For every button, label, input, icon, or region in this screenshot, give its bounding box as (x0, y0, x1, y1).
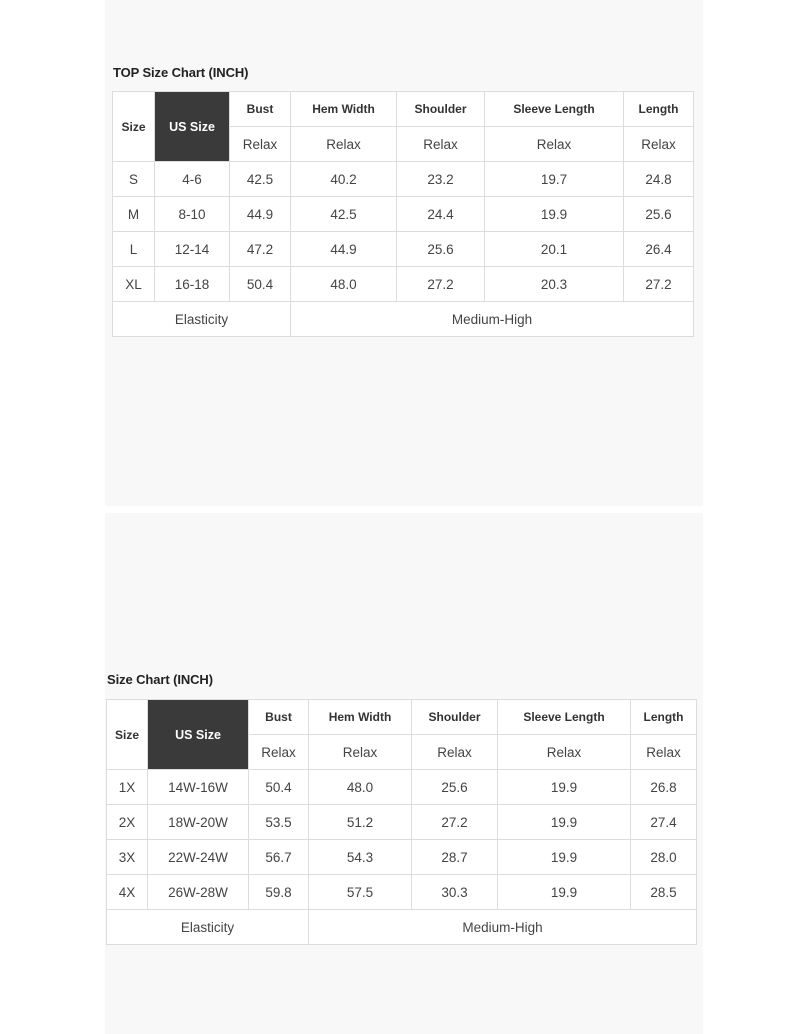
us-size-cell: 16-18 (155, 267, 230, 302)
us-size-cell: 12-14 (155, 232, 230, 267)
sleeve-length-cell: 19.9 (498, 770, 631, 805)
length-cell: 24.8 (624, 162, 694, 197)
top-size-table (112, 91, 694, 337)
fit-cell: Relax (412, 735, 498, 770)
length-cell: 28.0 (631, 840, 697, 875)
length-column-header: Length (624, 92, 694, 127)
bust-cell: 53.5 (249, 805, 309, 840)
hem-width-cell: 51.2 (309, 805, 412, 840)
shoulder-column-header: Shoulder (412, 700, 498, 735)
length-cell: 27.2 (624, 267, 694, 302)
hem-width-column-header: Hem Width (309, 700, 412, 735)
hem-width-cell: 54.3 (309, 840, 412, 875)
bust-cell: 50.4 (230, 267, 291, 302)
table-header-row (113, 92, 694, 127)
fit-cell: Relax (624, 127, 694, 162)
hem-width-column-header: Hem Width (291, 92, 397, 127)
hem-width-cell: 40.2 (291, 162, 397, 197)
fit-cell: Relax (498, 735, 631, 770)
top-size-chart (112, 64, 693, 337)
size-cell: L (113, 232, 155, 267)
bust-cell: 50.4 (249, 770, 309, 805)
sleeve-length-cell: 19.9 (498, 805, 631, 840)
elasticity-label: Elasticity (107, 910, 309, 945)
table-row (107, 770, 697, 805)
hem-width-cell: 48.0 (309, 770, 412, 805)
size-cell: S (113, 162, 155, 197)
fit-cell: Relax (397, 127, 485, 162)
sleeve-length-cell: 19.9 (498, 875, 631, 910)
table-row (107, 840, 697, 875)
elasticity-value: Medium-High (291, 302, 694, 337)
size-cell: M (113, 197, 155, 232)
table-row (107, 805, 697, 840)
fit-cell: Relax (291, 127, 397, 162)
sleeve-length-cell: 19.9 (498, 840, 631, 875)
fit-cell: Relax (631, 735, 697, 770)
bust-cell: 56.7 (249, 840, 309, 875)
length-column-header: Length (631, 700, 697, 735)
sleeve-length-cell: 19.9 (485, 197, 624, 232)
shoulder-cell: 28.7 (412, 840, 498, 875)
size-cell: 3X (107, 840, 148, 875)
table-row (113, 197, 694, 232)
bust-cell: 44.9 (230, 197, 291, 232)
fit-cell: Relax (309, 735, 412, 770)
us-size-cell: 4-6 (155, 162, 230, 197)
table-row (107, 875, 697, 910)
elasticity-row (113, 302, 694, 337)
size-column-header: Size (107, 700, 148, 770)
size-cell: XL (113, 267, 155, 302)
sleeve-length-cell: 19.7 (485, 162, 624, 197)
sleeve-length-column-header: Sleeve Length (498, 700, 631, 735)
bust-column-header: Bust (249, 700, 309, 735)
table-row (113, 267, 694, 302)
sleeve-length-cell: 20.3 (485, 267, 624, 302)
us-size-column-header: US Size (148, 700, 249, 770)
plus-chart-title: Size Chart (INCH) (107, 672, 213, 687)
sleeve-length-column-header: Sleeve Length (485, 92, 624, 127)
bust-cell: 47.2 (230, 232, 291, 267)
top-chart-title: TOP Size Chart (INCH) (113, 65, 249, 80)
us-size-cell: 8-10 (155, 197, 230, 232)
length-cell: 26.8 (631, 770, 697, 805)
shoulder-cell: 27.2 (412, 805, 498, 840)
length-cell: 26.4 (624, 232, 694, 267)
hem-width-cell: 57.5 (309, 875, 412, 910)
elasticity-row (107, 910, 697, 945)
bust-cell: 42.5 (230, 162, 291, 197)
length-cell: 25.6 (624, 197, 694, 232)
us-size-cell: 18W-20W (148, 805, 249, 840)
size-cell: 1X (107, 770, 148, 805)
us-size-cell: 14W-16W (148, 770, 249, 805)
table-row (113, 162, 694, 197)
fit-cell: Relax (485, 127, 624, 162)
table-header-row (107, 700, 697, 735)
us-size-cell: 26W-28W (148, 875, 249, 910)
size-cell: 2X (107, 805, 148, 840)
elasticity-value: Medium-High (309, 910, 697, 945)
table-row (113, 232, 694, 267)
hem-width-cell: 42.5 (291, 197, 397, 232)
bust-column-header: Bust (230, 92, 291, 127)
shoulder-cell: 25.6 (412, 770, 498, 805)
size-column-header: Size (113, 92, 155, 162)
shoulder-cell: 23.2 (397, 162, 485, 197)
fit-cell: Relax (249, 735, 309, 770)
length-cell: 28.5 (631, 875, 697, 910)
size-cell: 4X (107, 875, 148, 910)
us-size-cell: 22W-24W (148, 840, 249, 875)
length-cell: 27.4 (631, 805, 697, 840)
elasticity-label: Elasticity (113, 302, 291, 337)
hem-width-cell: 44.9 (291, 232, 397, 267)
bust-cell: 59.8 (249, 875, 309, 910)
shoulder-column-header: Shoulder (397, 92, 485, 127)
shoulder-cell: 25.6 (397, 232, 485, 267)
plus-size-table (106, 699, 697, 945)
shoulder-cell: 27.2 (397, 267, 485, 302)
hem-width-cell: 48.0 (291, 267, 397, 302)
fit-cell: Relax (230, 127, 291, 162)
shoulder-cell: 24.4 (397, 197, 485, 232)
shoulder-cell: 30.3 (412, 875, 498, 910)
us-size-column-header: US Size (155, 92, 230, 162)
plus-size-chart (106, 671, 696, 945)
sleeve-length-cell: 20.1 (485, 232, 624, 267)
